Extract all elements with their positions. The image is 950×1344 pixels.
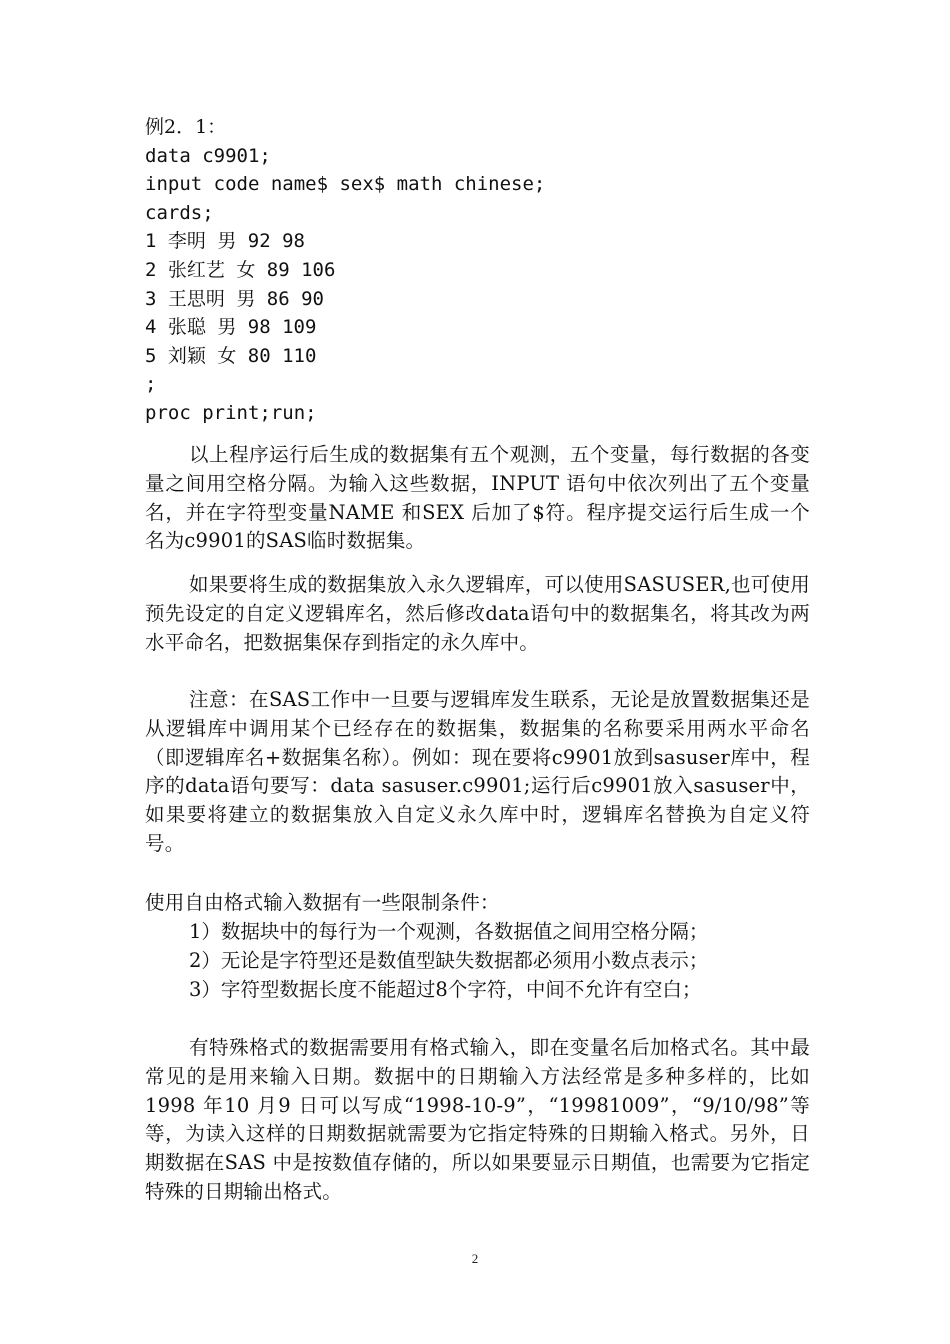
code-line: 1 李明 男 92 98 xyxy=(145,230,305,253)
example-title: 例2．1： xyxy=(145,116,227,138)
page-number: 2 xyxy=(471,1251,479,1266)
code-line: 2 张红艺 女 89 106 xyxy=(145,258,336,281)
code-line: 3 王思明 男 86 90 xyxy=(145,287,324,310)
code-line: data c9901; xyxy=(145,144,271,167)
code-line: proc print;run; xyxy=(145,401,317,424)
code-line: input code name$ sex$ math chinese; xyxy=(145,173,546,196)
code-line: 4 张聪 男 98 109 xyxy=(145,316,317,339)
code-line: cards; xyxy=(145,201,214,224)
paragraph-formatted-input: 有特殊格式的数据需要用有格式输入，即在变量名后加格式名。其中最常见的是用来输入日期。数据中的日期输入方法经常是多种多样的，比如1998 年10 月9 日可以写成“1998-10-9”，“19981009”，“9/10/98”等等，为读入这样的日期数据就需要为它指定特殊的日期输入格式。另外，日期数据在SAS 中是按数值存储的，所以如果要显示日期值，也需要为它指定特殊的日期输出格式。 xyxy=(145,1036,810,1203)
paragraph-program-explanation: 以上程序运行后生成的数据集有五个观测，五个变量，每行数据的各变量之间用空格分隔。为输入这些数据，INPUT 语句中依次列出了五个变量名，并在字符型变量NAME 和SEX 后加了$符。程序提交运行后生成一个名为c9901的SAS临时数据集。 xyxy=(145,443,810,553)
paragraph-free-format-intro: 使用自由格式输入数据有一些限制条件： xyxy=(145,891,500,914)
restriction-item-1: 1）数据块中的每行为一个观测，各数据值之间用空格分隔； xyxy=(189,920,709,943)
code-line: 5 刘颖 女 80 110 xyxy=(145,344,317,367)
restriction-item-2: 2）无论是字符型还是数值型缺失数据都必须用小数点表示； xyxy=(189,949,709,972)
example-code-block xyxy=(145,113,825,428)
paragraph-note: 注意：在SAS工作中一旦要与逻辑库发生联系，无论是放置数据集还是从逻辑库中调用某个已经存在的数据集，数据集的名称要采用两水平命名（即逻辑库名+数据集名称）。例如：现在要将c9901放到sasuser库中，程序的data语句要写：data sasuser.c9901;运行后c9901放入sasuser中，如果要将建立的数据集放入自定义永久库中时，逻辑库名替换为自定义符号。 xyxy=(145,688,810,855)
paragraph-permanent-library: 如果要将生成的数据集放入永久逻辑库，可以使用SASUSER,也可使用预先设定的自定义逻辑库名，然后修改data语句中的数据集名，将其改为两水平命名，把数据集保存到指定的永久库中。 xyxy=(145,573,810,654)
restriction-item-3: 3）字符型数据长度不能超过8个字符，中间不允许有空白； xyxy=(189,978,702,1001)
code-line: ; xyxy=(145,373,157,396)
